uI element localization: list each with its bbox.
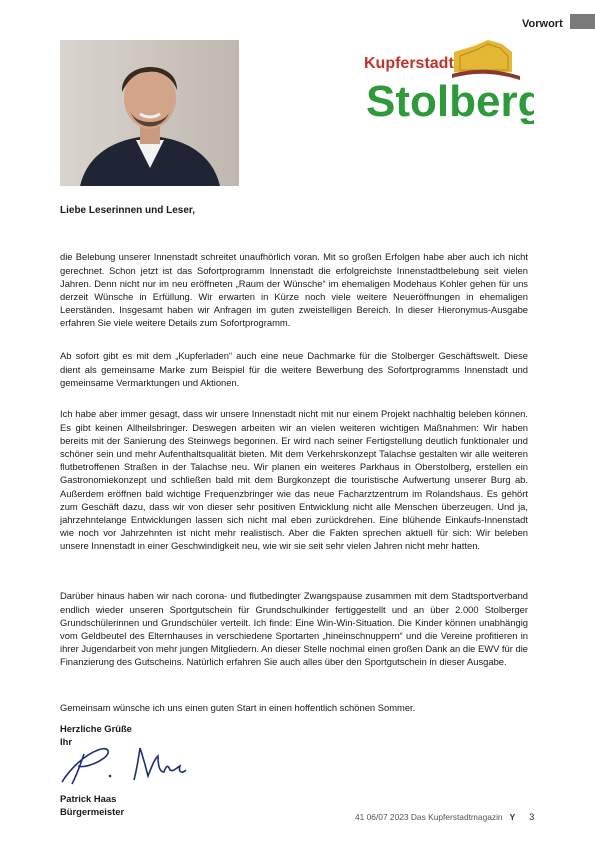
section-marker-bar	[570, 14, 595, 29]
page-footer	[355, 812, 534, 822]
signer-name: Patrick Haas	[60, 793, 117, 804]
handwritten-signature	[58, 742, 188, 788]
page-number: 3	[529, 812, 535, 822]
paragraph-2: Ab sofort gibt es mit dem „Kupferladen“ auch eine neue Dachmarke für die Stolberger Geschäftswelt. Diese dient als gemeinsame Marke zum Beispiel für die weitere Bewerbung des Sofortprogramms Innenstadt und gemeinsame Vermarktungen und Aktionen.	[60, 350, 528, 388]
signer-block	[60, 792, 124, 819]
issue-info: 41 06/07 2023 Das Kupferstadtmagazin	[355, 812, 503, 822]
magazine-mark: Y	[509, 812, 516, 822]
paragraph-5: Gemeinsam wünsche ich uns einen guten Start in einen hoffentlich schönen Sommer.	[60, 702, 416, 714]
signer-title: Bürgermeister	[60, 806, 125, 818]
letter-greeting: Liebe Leserinnen und Leser,	[60, 205, 196, 216]
closing-line-1: Herzliche Grüße	[60, 723, 132, 734]
logo-line1: Kupferstadt	[364, 55, 454, 72]
logo-line2: Stolberg	[366, 77, 534, 124]
paragraph-1: die Belebung unserer Innenstadt schreitet unaufhörlich voran. Mit so großen Erfolgen habe aber auch ich nicht gerechnet. Schon jetzt ist das Sofortprogramm Innenstadt die erfolgreichste Innenstadtbelebung seit vielen Jahren. Denn nicht nur im neu eröffneten „Raum der Wünsche“ im ehemaligen Modehaus Kohler gehen für uns derzeit Wünsche in Erfüllung. Wir erwarten in Kürze noch viele weitere Neueröffnungen in ehemaligen Leerständen. Insgesamt haben wir Anfragen im guten zweistelligen Bereich. In dieser Hieronymus-Ausgabe erfahren Sie viele weitere Details zum Sofortprogramm.	[60, 251, 528, 329]
closing-line-2: Ihr	[60, 736, 72, 748]
kupferstadt-stolberg-logo	[364, 38, 534, 124]
paragraph-3: Ich habe aber immer gesagt, dass wir unsere Innenstadt nicht mit nur einem Projekt nachhaltig beleben können. Es gibt keinen Allheilsbringer. Deswegen arbeiten wir an vielen weiteren wichtigen Maßnahmen: Wir haben bereits mit der Sanierung des Steinwegs begonnen. Er wird nach seiner Fertigstellung deutlich funktionaler und schöner sein und mehr Aufenthaltsqualität bieten. Mit dem Verkehrskonzept Talachse gestalten wir alle weiteren flutbetroffenen Straßen in der Talachse neu. Wir planen ein weiteres Parkhaus in Oberstolberg, erstellen ein Gastronomiekonzept und schließen bald mit dem Burgkonzept die touristische Aufwertung unserer Burg ab. Außerdem eröffnen bald wichtige Frequenzbringer wie das neue Facharztzentrum im Rolandshaus. Es gehört zum Geschäft dazu, dass wir von dieser sehr positiven Entwicklung nicht alle Menschen überzeugen. Und ja, jahrzehntelange Entwicklungen lassen sich nicht mal eben zurückdrehen. Eine blühende Einkaufs-Innenstadt wie noch vor Jahrzehnten ist nicht mehr realistisch. Aber die Fakten sprechen aktuell für sich: Wir beleben unsere Innenstadt in einer Geschwindigkeit neu, wie wir sie seit sehr vielen Jahren nicht mehr hatten.	[60, 408, 528, 552]
portrait-photo	[60, 40, 239, 186]
paragraph-4: Darüber hinaus haben wir nach corona- und flutbedingter Zwangspause zusammen mit dem Stadtsportverband endlich wieder unseren Sportgutschein für Grundschulkinder fertiggestellt und an über 2.000 Stolberger Grundschülerinnen und Grundschüler verteilt. Ich finde: Eine Win-Win-Situation. Die Kinder können unabhängig vom Geldbeutel des Elternhauses in verschiedene Sportarten „hineinschnuppern“ und die Vereine profitieren in ihrer Jugendarbeit von mehr jungen Mitgliedern. An dieser Stelle nochmal einen großen Dank an die EWV für die Finanzierung des Gutscheins. Natürlich erfahren Sie auch alles über den Sportgutschein in dieser Ausgabe.	[60, 590, 528, 668]
section-label: Vorwort	[522, 18, 563, 30]
